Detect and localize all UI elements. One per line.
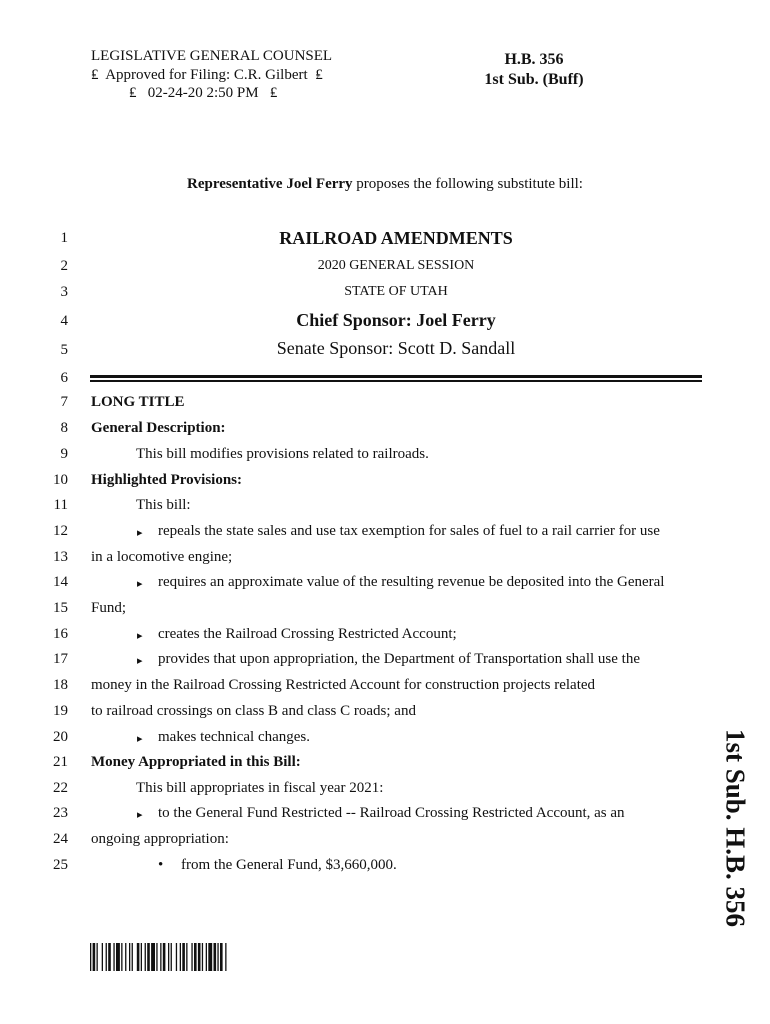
appropriation-text: This bill appropriates in fiscal year 2021: xyxy=(136,780,384,796)
arrow-bullet-icon: ▸ xyxy=(137,630,143,642)
long-title-heading: LONG TITLE xyxy=(91,394,185,410)
line-number: 18 xyxy=(53,677,68,693)
bill-line xyxy=(0,703,770,729)
line-number: 4 xyxy=(60,313,68,329)
bill-line xyxy=(0,805,770,831)
bill-id-block xyxy=(476,50,592,90)
provision-text: makes technical changes. xyxy=(158,729,311,745)
state-label: STATE OF UTAH xyxy=(344,284,448,299)
filing-mark-icon: ₤ xyxy=(129,85,137,101)
filing-mark-icon: ₤ xyxy=(91,66,99,83)
provision-text: provides that upon appropriation, the Department of Transportation shall use the xyxy=(158,651,640,667)
line-number: 8 xyxy=(60,420,68,436)
line-number: 20 xyxy=(53,729,68,745)
provision-text: to railroad crossings on class B and class C roads; and xyxy=(91,703,416,719)
bill-line xyxy=(0,729,770,755)
line-number: 11 xyxy=(53,497,68,513)
bill-line xyxy=(0,780,770,806)
provision-text: Fund; xyxy=(91,600,127,616)
money-appropriated-heading: Money Appropriated in this Bill: xyxy=(91,754,301,770)
provision-text: in a locomotive engine; xyxy=(91,549,233,565)
line-number: 19 xyxy=(53,703,68,719)
approved-line: Approved for Filing: C.R. Gilbert xyxy=(105,66,308,83)
line-number: 3 xyxy=(60,284,68,300)
line-number: 5 xyxy=(60,342,68,358)
filing-mark-icon: ₤ xyxy=(315,66,323,83)
bill-line xyxy=(0,754,770,780)
provision-text: requires an approximate value of the resulting revenue be deposited into the General xyxy=(158,574,665,590)
line-number: 10 xyxy=(53,472,68,488)
highlighted-provisions-heading: Highlighted Provisions: xyxy=(91,472,242,488)
line-number: 13 xyxy=(53,549,68,565)
bill-line xyxy=(0,831,770,857)
barcode-icon xyxy=(90,943,284,971)
chief-sponsor: Chief Sponsor: Joel Ferry xyxy=(296,310,496,330)
bill-line xyxy=(0,626,770,652)
double-rule-divider xyxy=(90,375,702,382)
senate-sponsor: Senate Sponsor: Scott D. Sandall xyxy=(276,338,516,358)
line-number: 22 xyxy=(53,780,68,796)
this-bill-text: This bill: xyxy=(136,497,191,513)
filing-mark-icon: ₤ xyxy=(269,85,278,101)
provision-text: creates the Railroad Crossing Restricted Account; xyxy=(158,626,457,642)
bill-line xyxy=(0,256,770,282)
line-number: 14 xyxy=(53,574,68,590)
appropriation-text: to the General Fund Restricted -- Railroad Crossing Restricted Account, as an xyxy=(158,805,625,821)
line-number: 23 xyxy=(53,805,68,821)
session-label: 2020 GENERAL SESSION xyxy=(317,258,475,273)
line-number: 24 xyxy=(53,831,68,847)
line-number: 6 xyxy=(60,370,68,386)
bill-line xyxy=(0,574,770,600)
description-text: This bill modifies provisions related to railroads. xyxy=(136,446,429,462)
general-description-heading: General Description: xyxy=(91,420,226,436)
bill-line xyxy=(0,228,770,254)
bill-title: RAILROAD AMENDMENTS xyxy=(279,228,513,248)
bill-line xyxy=(0,338,770,364)
line-number: 17 xyxy=(53,651,68,667)
line-number: 12 xyxy=(53,523,68,539)
line-number: 2 xyxy=(60,258,68,274)
arrow-bullet-icon: ▸ xyxy=(137,733,143,745)
arrow-bullet-icon: ▸ xyxy=(137,527,143,539)
filing-header xyxy=(91,47,332,103)
proposal-text: proposes the following substitute bill: xyxy=(352,176,583,192)
bill-line xyxy=(0,677,770,703)
bill-line xyxy=(0,523,770,549)
bill-line xyxy=(0,282,770,308)
arrow-bullet-icon: ▸ xyxy=(137,809,143,821)
filing-datetime: 02-24-20 2:50 PM xyxy=(147,85,259,101)
arrow-bullet-icon: ▸ xyxy=(137,578,143,590)
bill-line xyxy=(0,549,770,575)
proposal-sponsor: Representative Joel Ferry xyxy=(187,176,353,192)
provision-text: repeals the state sales and use tax exemption for sales of fuel to a rail carrier for use xyxy=(158,523,660,539)
arrow-bullet-icon: ▸ xyxy=(137,655,143,667)
bill-line xyxy=(0,420,770,446)
line-number: 9 xyxy=(60,446,68,462)
bill-line xyxy=(0,651,770,677)
bill-line xyxy=(0,446,770,472)
bill-line xyxy=(0,394,770,420)
side-bill-label: 1st Sub. H.B. 356 xyxy=(720,728,751,928)
bill-line xyxy=(0,857,770,883)
line-number: 21 xyxy=(53,754,68,770)
bill-line xyxy=(0,472,770,498)
provision-text: money in the Railroad Crossing Restricted Account for construction projects related xyxy=(91,677,596,693)
line-number: 1 xyxy=(60,230,68,246)
bill-number: H.B. 356 xyxy=(504,51,564,68)
line-number: 7 xyxy=(60,394,68,410)
appropriation-text: ongoing appropriation: xyxy=(91,831,229,847)
line-number: 25 xyxy=(53,857,68,873)
bill-line xyxy=(0,600,770,626)
line-number: 15 xyxy=(53,600,68,616)
proposal-line xyxy=(0,176,770,193)
bullet-icon: • xyxy=(158,857,164,873)
bill-line xyxy=(0,310,770,336)
counsel-label: LEGISLATIVE GENERAL COUNSEL xyxy=(91,48,333,64)
appropriation-text: from the General Fund, $3,660,000. xyxy=(181,857,397,873)
substitute-label: 1st Sub. (Buff) xyxy=(484,71,584,88)
line-number: 16 xyxy=(53,626,68,642)
bill-line xyxy=(0,497,770,523)
